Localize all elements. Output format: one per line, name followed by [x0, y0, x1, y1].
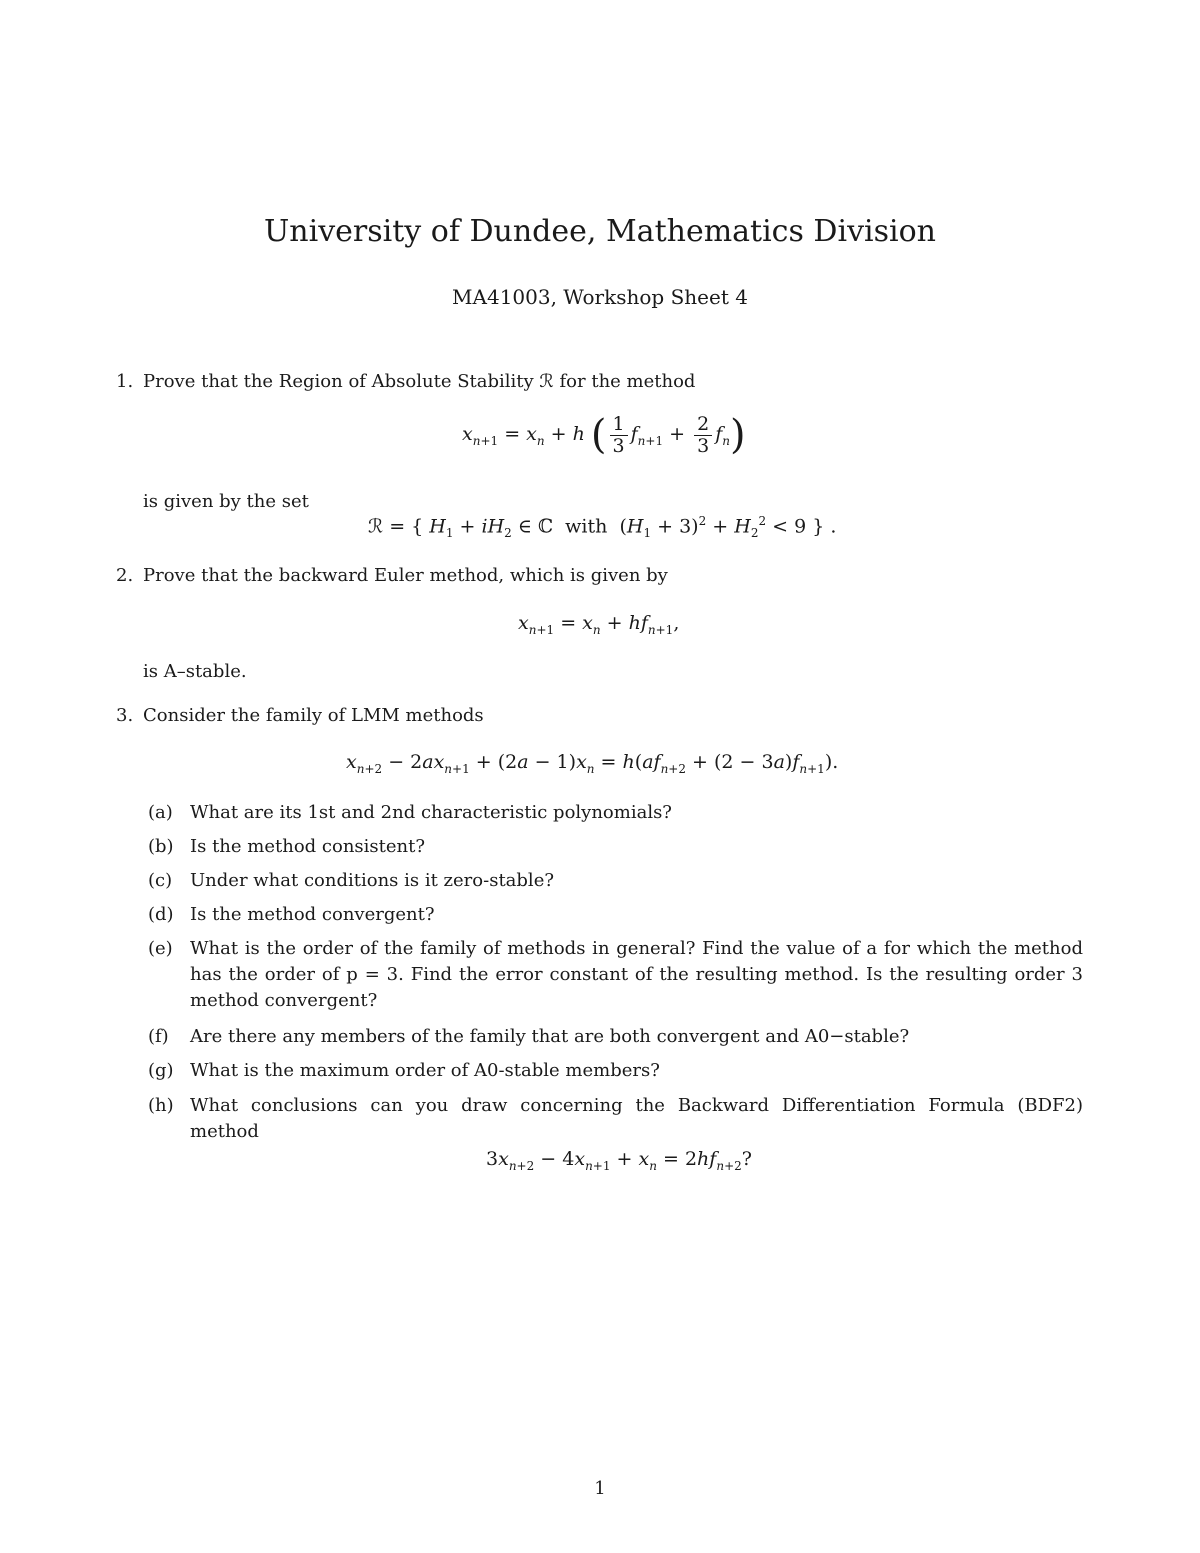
part-text: What is the maximum order of A0-stable members?: [190, 1060, 660, 1081]
page-number: 1: [594, 1478, 606, 1499]
question-2-after: is A–stable.: [143, 661, 247, 682]
part-label: (a): [148, 802, 173, 823]
question-3-bdf2-equation: $3x_{n+2} - 4x_{n+1} + x_n = 2hf_{n+2}$?: [486, 1148, 752, 1173]
part-text: Are there any members of the family that are both convergent and A0−stable?: [190, 1026, 910, 1047]
page-title: University of Dundee, Mathematics Division: [264, 214, 936, 249]
question-2-intro: Prove that the backward Euler method, which is given by: [143, 565, 668, 586]
part-label: (f): [148, 1026, 169, 1047]
part-label: (g): [148, 1060, 174, 1081]
part-label: (b): [148, 836, 174, 857]
part-text: What are its 1st and 2nd characteristic polynomials?: [190, 802, 672, 823]
part-text: Is the method consistent?: [190, 836, 426, 857]
question-1-method-equation: $x_{n+1} = x_n + h$ ( $\frac{1}{3}$ $f_{n+1}$ + $\frac{2}{3}$ $f_n$): [462, 412, 746, 458]
question-1-intro: Prove that the Region of Absolute Stability ℛ for the method: [143, 371, 696, 392]
question-1-set-equation: ℛ = { $H_1 + iH_2$ ∈ ℂ with $(H_1 + 3)^2 + H_2^2 < 9$ } .: [368, 514, 837, 541]
part-label: (d): [148, 904, 174, 925]
part-text: Under what conditions is it zero-stable?: [190, 870, 554, 891]
part-text: What is the order of the family of methods in general? Find the value of a for which the method has the order of p = 3. Find the error constant of the resulting method. Is the resulting order 3 method convergent?: [190, 938, 1083, 1011]
part-text: Is the method convergent?: [190, 904, 435, 925]
question-2-number: 2.: [116, 565, 134, 586]
question-1-after: is given by the set: [143, 491, 309, 512]
part-label: (e): [148, 938, 173, 959]
question-2-euler-equation: $x_{n+1} = x_n + hf_{n+1}$,: [518, 612, 680, 637]
question-3-intro: Consider the family of LMM methods: [143, 705, 484, 726]
page-subtitle: MA41003, Workshop Sheet 4: [452, 285, 748, 309]
part-label: (h): [148, 1095, 174, 1116]
question-3-lmm-equation: $x_{n+2} - 2ax_{n+1} + (2a - 1)x_n = h(af_{n+2} + (2 - 3a)f_{n+1})$.: [346, 751, 839, 776]
part-text: What conclusions can you draw concerning the Backward Differentiation Formula (BDF2) method: [190, 1095, 1083, 1142]
part-label: (c): [148, 870, 173, 891]
question-3-number: 3.: [116, 705, 134, 726]
question-1-number: 1.: [116, 371, 134, 392]
